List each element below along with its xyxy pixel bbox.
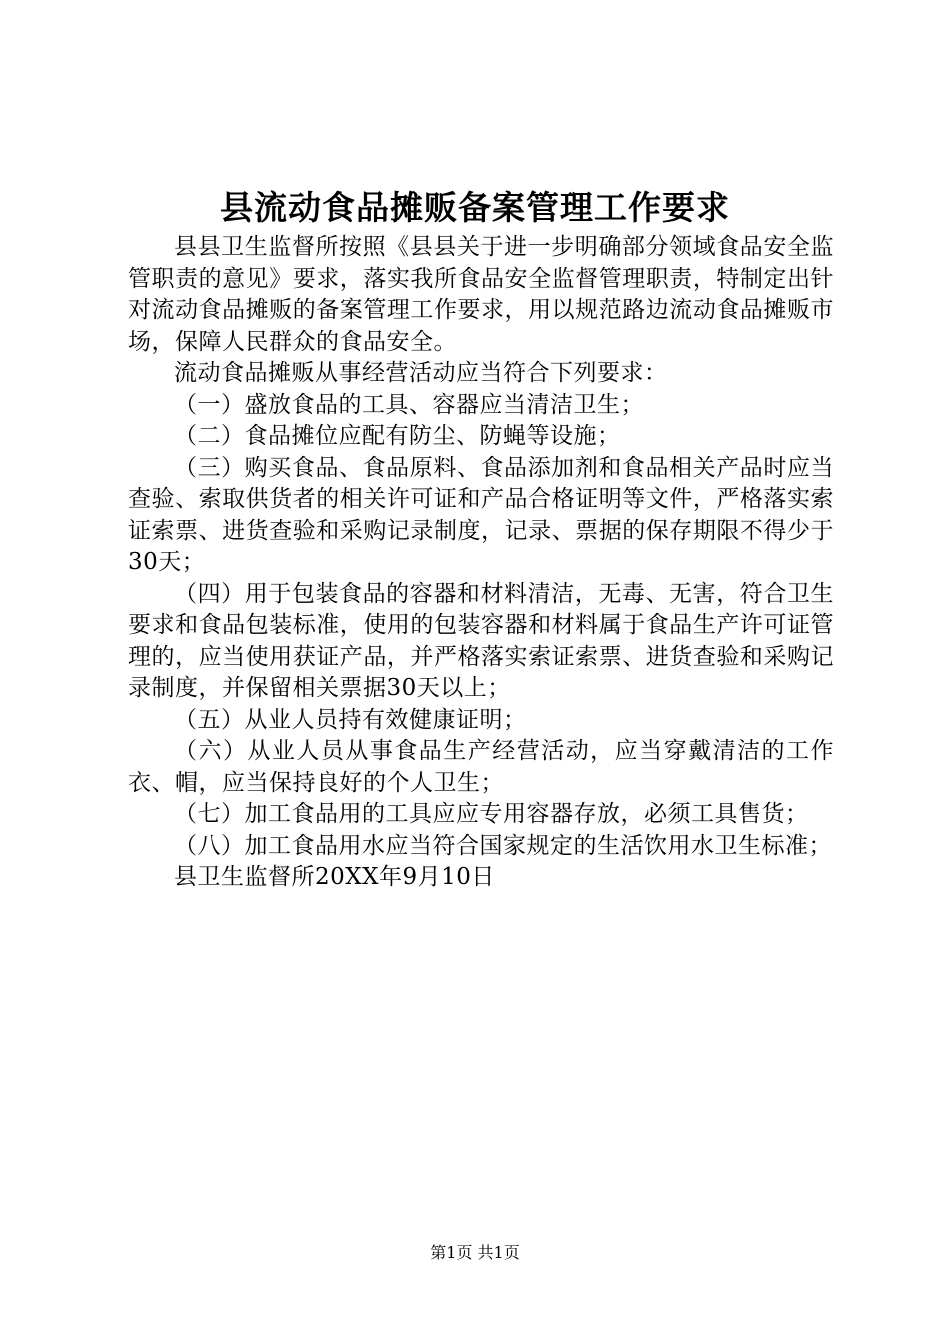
signature-date: 县卫生监督所20XX年9月10日 (174, 864, 495, 890)
requirement-item-6: （六）从业人员从事食品生产经营活动，应当穿戴清洁的工作衣、帽，应当保持良好的个人卫生； (128, 738, 834, 796)
requirement-item-8: （八）加工食品用水应当符合国家规定的生活饮用水卫生标准； (174, 832, 832, 859)
requirement-item-2: （二）食品摊位应配有防尘、防蝇等设施； (174, 423, 621, 449)
paragraph-requirements-lead: 流动食品摊贩从事经营活动应当符合下列要求： (174, 360, 668, 386)
requirement-item-3: （三）购买食品、食品原料、食品添加剂和食品相关产品时应当查验、索取供货者的相关许可证和产品合格证明等文件，严格落实索证索票、进货查验和采购记录制度，记录、票据的保存期限不得少于30天； (128, 454, 834, 575)
document-title: 县流动食品摊贩备案管理工作要求 (220, 188, 730, 227)
page-footer: 第1页 共1页 (430, 1243, 520, 1262)
requirement-item-4: （四）用于包装食品的容器和材料清洁，无毒、无害，符合卫生要求和食品包装标准，使用的包装容器和材料属于食品生产许可证管理的，应当使用获证产品，并严格落实索证索票、进货查验和采购记录制度，并保留相关票据30天以上； (128, 580, 834, 701)
document-body (128, 232, 834, 894)
requirement-item-5: （五）从业人员持有效健康证明； (174, 706, 527, 733)
requirement-item-7: （七）加工食品用的工具应应专用容器存放，必须工具售货； (174, 801, 809, 827)
requirement-item-1: （一）盛放食品的工具、容器应当清洁卫生； (174, 391, 644, 418)
paragraph-intro: 县县卫生监督所按照《县县关于进一步明确部分领域食品安全监管职责的意见》要求，落实我所食品安全监督管理职责，特制定出针对流动食品摊贩的备案管理工作要求，用以规范路边流动食品摊贩市场，保障人民群众的食品安全。 (128, 234, 834, 355)
